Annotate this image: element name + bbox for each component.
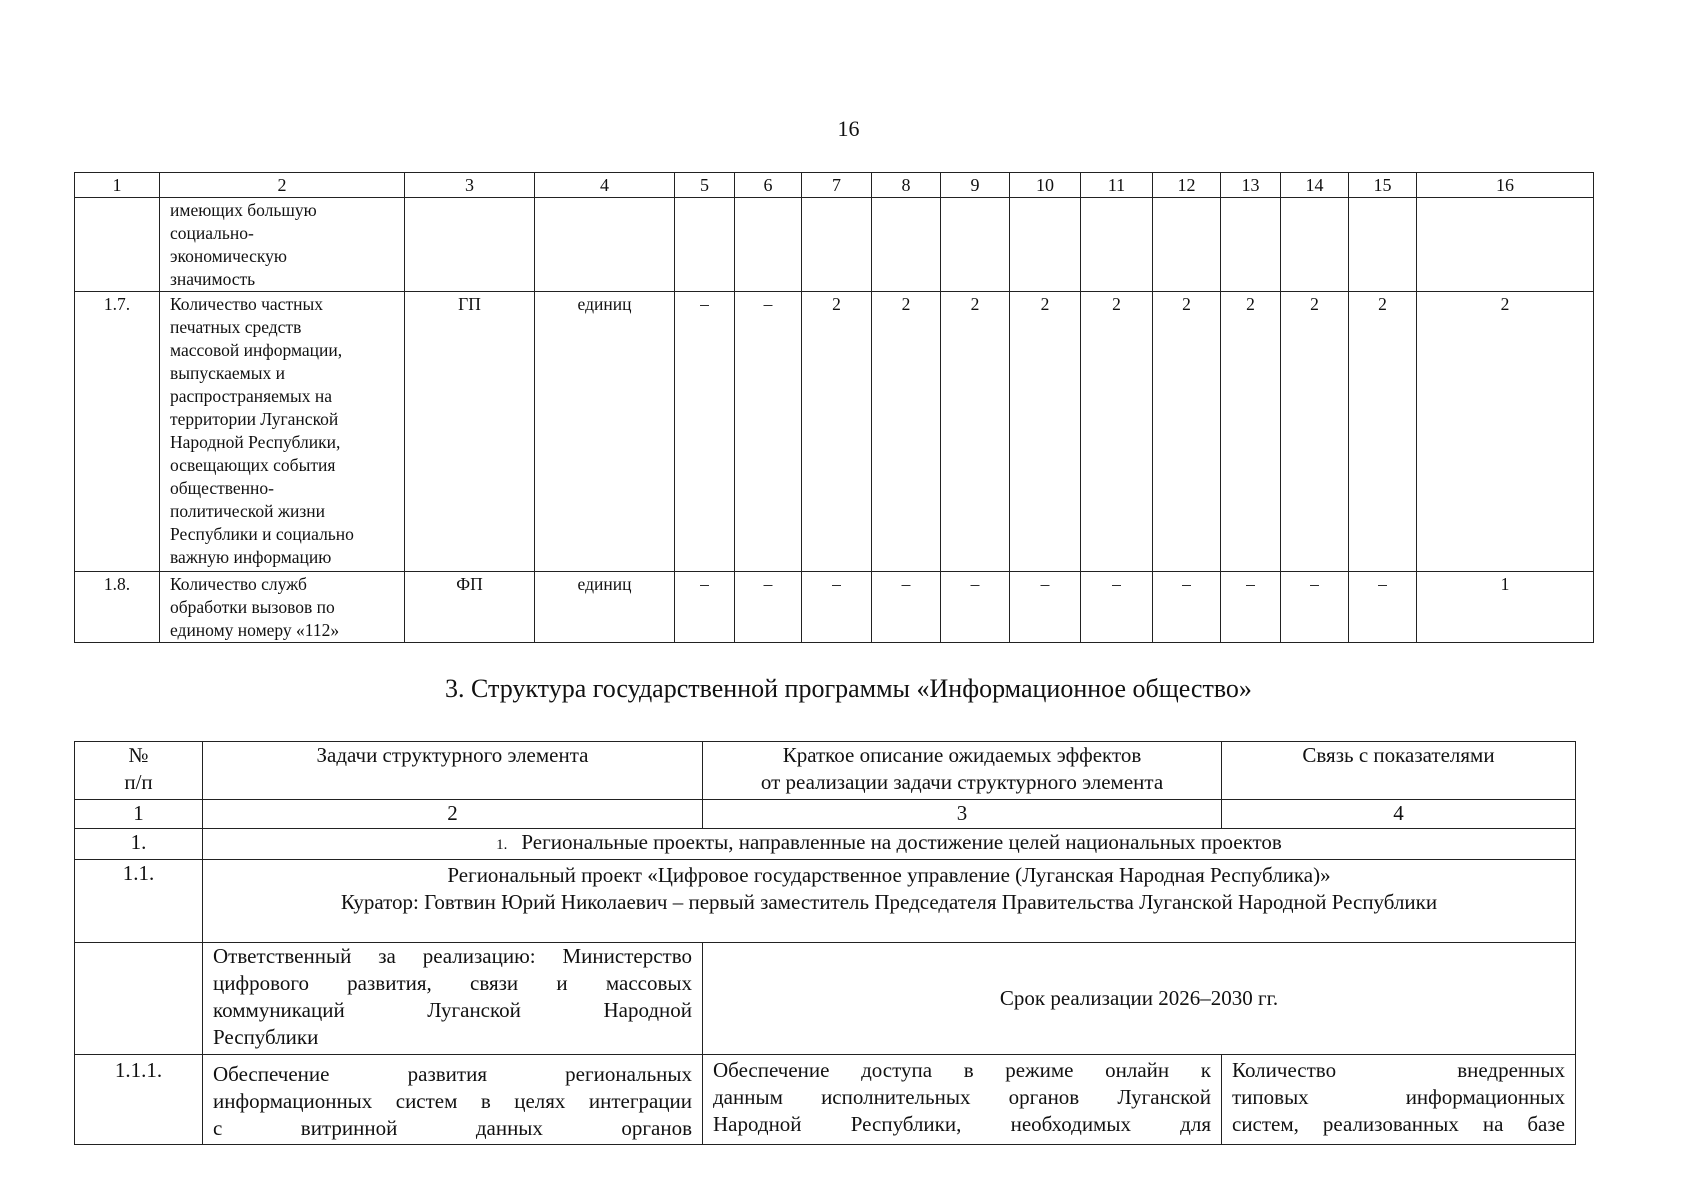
header-effects-line2: от реализации задачи структурного элемента	[760, 770, 1164, 794]
col-number: 1	[75, 800, 203, 829]
description-line: значимость	[170, 269, 256, 289]
indicator-value: 2	[802, 292, 872, 572]
indicator-line: типовых информационных	[1232, 1085, 1565, 1109]
description-line: социально-	[170, 223, 254, 243]
indicator-level	[405, 198, 535, 292]
row-responsible	[75, 943, 1576, 1055]
indicator-number: 1.8.	[75, 572, 160, 643]
indicator-value: –	[802, 572, 872, 643]
indicator-row	[75, 292, 1594, 572]
row-task-1-1-1	[75, 1055, 1576, 1145]
structure-number-row	[75, 800, 1576, 829]
indicator-value: –	[1221, 572, 1281, 643]
header-num	[75, 742, 203, 800]
header-indicators: Связь с показателями	[1222, 742, 1576, 800]
indicator-value	[1349, 198, 1417, 292]
indicator-unit	[535, 198, 675, 292]
indicator-row	[75, 572, 1594, 643]
header-col-number: 5	[675, 173, 735, 198]
indicator-description	[160, 292, 405, 572]
header-effects-line1: Краткое описание ожидаемых эффектов	[782, 743, 1142, 767]
description-line: Количество служб	[170, 574, 307, 594]
indicator-value	[675, 198, 735, 292]
indicator-value: 2	[872, 292, 941, 572]
indicator-value: 1	[1417, 572, 1594, 643]
project-title	[203, 860, 1576, 943]
description-line: политической жизни	[170, 501, 325, 521]
row-regional-projects	[75, 829, 1576, 860]
task-line: информационных систем в целях интеграции	[213, 1089, 692, 1113]
indicator-value: 2	[1281, 292, 1349, 572]
row-num: 1.1.	[75, 860, 203, 943]
indicator-value: –	[1081, 572, 1153, 643]
col-number: 2	[203, 800, 703, 829]
responsible-text	[203, 943, 703, 1055]
header-col-number: 8	[872, 173, 941, 198]
col-number: 3	[703, 800, 1222, 829]
description-line: Народной Республики,	[170, 432, 341, 452]
indicator-number	[75, 198, 160, 292]
indicator-value	[941, 198, 1010, 292]
indicator-row	[75, 198, 1594, 292]
indicator-value: 2	[1153, 292, 1221, 572]
effect-line: Народной Республики, необходимых для	[713, 1112, 1211, 1136]
indicator-value: 2	[1221, 292, 1281, 572]
description-line: освещающих события	[170, 455, 336, 475]
header-col-number: 16	[1417, 173, 1594, 198]
inner-number: 1.	[496, 837, 508, 853]
header-col-number: 10	[1010, 173, 1081, 198]
responsible-line: коммуникаций Луганской Народной	[213, 998, 692, 1022]
indicator-value: –	[1349, 572, 1417, 643]
header-col-number: 11	[1081, 173, 1153, 198]
implementation-term: Срок реализации 2026–2030 гг.	[703, 943, 1576, 1055]
description-line: Республики и социально	[170, 524, 354, 544]
indicator-value: 2	[1417, 292, 1594, 572]
indicator-unit: единиц	[535, 292, 675, 572]
indicator-line: систем, реализованных на базе	[1232, 1112, 1565, 1136]
task-text	[203, 1055, 703, 1145]
row-num: 1.	[75, 829, 203, 860]
description-line: территории Луганской	[170, 409, 339, 429]
description-line: общественно-	[170, 478, 274, 498]
header-col-number: 12	[1153, 173, 1221, 198]
description-line: экономическую	[170, 246, 287, 266]
indicator-value	[735, 198, 802, 292]
indicator-value	[1417, 198, 1594, 292]
description-line: выпускаемых и	[170, 363, 285, 383]
header-col-number: 7	[802, 173, 872, 198]
task-line: Обеспечение развития региональных	[213, 1062, 692, 1086]
row-project-1-1	[75, 860, 1576, 943]
indicator-value: 2	[1081, 292, 1153, 572]
indicator-value: –	[1010, 572, 1081, 643]
indicator-value	[1281, 198, 1349, 292]
regional-projects-title	[203, 829, 1576, 860]
row-num: 1.1.1.	[75, 1055, 203, 1145]
description-line: массовой информации,	[170, 340, 343, 360]
indicator-value	[872, 198, 941, 292]
header-col-number: 15	[1349, 173, 1417, 198]
indicator-value	[802, 198, 872, 292]
indicator-value	[1010, 198, 1081, 292]
indicator-value	[1221, 198, 1281, 292]
description-line: печатных средств	[170, 317, 302, 337]
effect-text	[703, 1055, 1222, 1145]
regional-projects-text: Региональные проекты, направленные на достижение целей национальных проектов	[521, 830, 1282, 854]
task-line: с витринной данных органов	[213, 1116, 692, 1140]
description-line: единому номеру «112»	[170, 620, 340, 640]
project-curator: Куратор: Говтвин Юрий Николаевич – первый заместитель Председателя Правительства Луганской Народной Республики	[340, 890, 1438, 914]
header-col-number: 3	[405, 173, 535, 198]
description-line: важную информацию	[170, 547, 332, 567]
header-effects	[703, 742, 1222, 800]
indicator-value: –	[1153, 572, 1221, 643]
description-line: имеющих большую	[170, 200, 317, 220]
header-num-line1: №	[128, 743, 149, 767]
header-col-number: 1	[75, 173, 160, 198]
structure-table	[74, 741, 1576, 1145]
structure-header-row	[75, 742, 1576, 800]
indicator-value: 2	[941, 292, 1010, 572]
indicator-text	[1222, 1055, 1576, 1145]
indicator-level: ФП	[405, 572, 535, 643]
indicators-header-row	[75, 173, 1594, 198]
header-col-number: 4	[535, 173, 675, 198]
indicators-table	[74, 172, 1594, 643]
indicator-value: –	[735, 572, 802, 643]
description-line: Количество частных	[170, 294, 323, 314]
indicator-value	[1153, 198, 1221, 292]
indicator-description	[160, 198, 405, 292]
header-col-number: 2	[160, 173, 405, 198]
indicator-unit: единиц	[535, 572, 675, 643]
page-number: 16	[837, 116, 860, 141]
indicator-value: –	[1281, 572, 1349, 643]
indicator-value	[1081, 198, 1153, 292]
indicator-description	[160, 572, 405, 643]
header-col-number: 14	[1281, 173, 1349, 198]
indicator-value: 2	[1349, 292, 1417, 572]
header-num-line2: п/п	[124, 770, 153, 794]
indicator-number: 1.7.	[75, 292, 160, 572]
description-line: распространяемых на	[170, 386, 333, 406]
responsible-line: цифрового развития, связи и массовых	[213, 971, 692, 995]
responsible-line: Республики	[213, 1025, 319, 1049]
effect-line: Обеспечение доступа в режиме онлайн к	[713, 1058, 1211, 1082]
header-col-number: 6	[735, 173, 802, 198]
indicator-value: –	[675, 292, 735, 572]
header-col-number: 13	[1221, 173, 1281, 198]
header-col-number: 9	[941, 173, 1010, 198]
indicator-value: –	[872, 572, 941, 643]
indicator-line: Количество внедренных	[1232, 1058, 1565, 1082]
indicator-level: ГП	[405, 292, 535, 572]
responsible-line: Ответственный за реализацию: Министерство	[213, 944, 692, 968]
col-number: 4	[1222, 800, 1576, 829]
indicator-value: 2	[1010, 292, 1081, 572]
header-tasks: Задачи структурного элемента	[203, 742, 703, 800]
project-name: Региональный проект «Цифровое государственное управление (Луганская Народная Республика)»	[447, 863, 1331, 887]
indicator-value: –	[675, 572, 735, 643]
empty-cell	[75, 943, 203, 1055]
section-title: 3. Структура государственной программы «Информационное общество»	[445, 674, 1252, 703]
description-line: обработки вызовов по	[170, 597, 335, 617]
indicator-value: –	[941, 572, 1010, 643]
indicator-value: –	[735, 292, 802, 572]
effect-line: данным исполнительных органов Луганской	[713, 1085, 1211, 1109]
